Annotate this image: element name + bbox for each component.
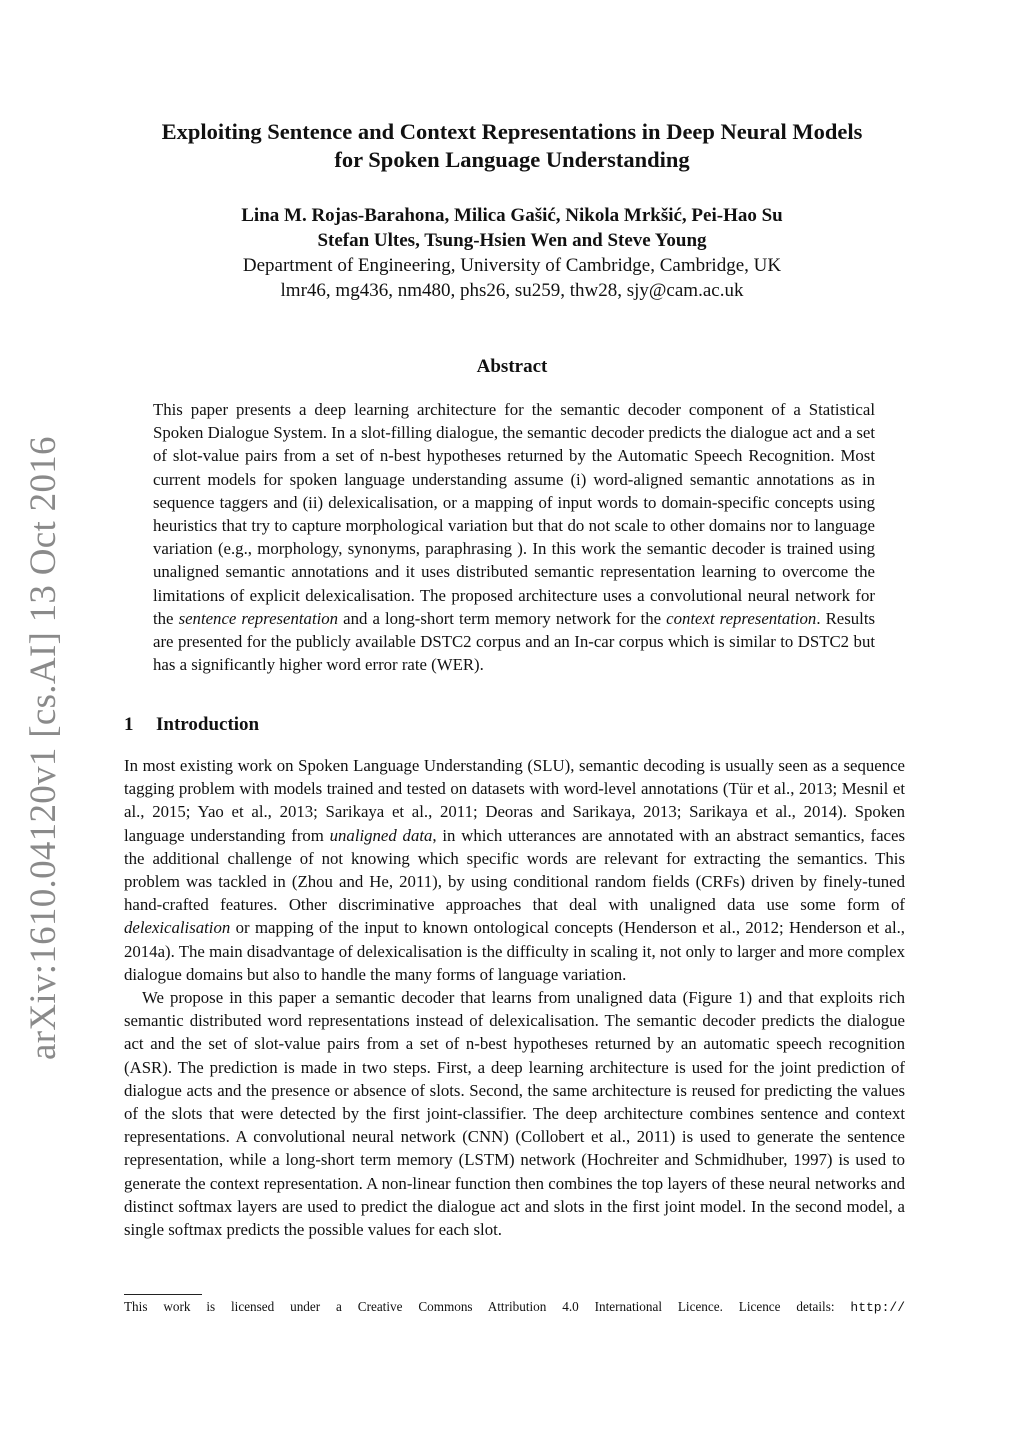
intro-p1-text-3: or mapping of the input to known ontological concepts (Henderson et al., 2012; Henderson et al., 2014a). The main disadvantage of delexicalisation is the difficulty in scaling it, not only to larger and more complex dialogue domains but also to handle the many forms of language variation. — [124, 918, 905, 984]
section-heading-introduction — [124, 714, 259, 736]
abstract-body — [153, 398, 875, 676]
title-line-2: for Spoken Language Understanding — [334, 147, 690, 172]
author-names-line-2: Stefan Ultes, Tsung-Hsien Wen and Steve Young — [317, 230, 707, 251]
abstract-text-1: This paper presents a deep learning architecture for the semantic decoder component of a Statistical Spoken Dialogue System. In a slot-filling dialogue, the semantic decoder predicts the dialogue act and a set of slot-value pairs from a set of n-best hypotheses returned by the Automatic Speech Recognition. Most current models for spoken language understanding assume (i) word-aligned semantic annotations as in sequence taggers and (ii) delexicalisation, or a mapping of input words to domain-specific concepts using heuristics that try to capture morphological variation but that do not scale to other domains nor to language variation (e.g., morphology, synonyms, paraphrasing ). In this work the semantic decoder is trained using unaligned semantic annotations and it uses distributed semantic representation learning to overcome the limitations of explicit delexicalisation. The proposed architecture uses a convolutional neural network for the — [153, 400, 875, 628]
affiliation: Department of Engineering, University of Cambridge, Cambridge, UK — [242, 255, 782, 276]
footnote-text: This work is licensed under a Creative Commons Attribution 4.0 International Licence. Licence details: — [124, 1299, 851, 1314]
abstract-emphasis-context: context representation — [666, 608, 817, 628]
intro-p1-text-1: In most existing work on Spoken Language Understanding (SLU), semantic decoding is usually seen as a sequence tagging problem with models trained and tested on datasets with word-level annotations (Tür et al., 2013; Mesnil et al., 2015; Yao et al., 2013; Sarikaya et al., 2011; Deoras and Sarikaya, 2013; Sarikaya et al., 2014). Spoken language understanding from — [124, 756, 905, 845]
title-line-1: Exploiting Sentence and Context Representations in Deep Neural Models — [161, 119, 863, 144]
intro-paragraph-2: We propose in this paper a semantic decoder that learns from unaligned data (Figure 1) and that exploits rich semantic distributed word representations instead of delexicalisation. The semantic decoder predicts the dialogue act and the set of slot-value pairs from a set of n-best hypotheses returned by an automatic speech recognition (ASR). The prediction is made in two steps. First, a deep learning architecture is used for the joint prediction of dialogue acts and the presence or absence of slots. Second, the same architecture is reused for predicting the values of the slots that were detected by the first joint-classifier. The deep architecture combines sentence and context representations. A convolutional neural network (CNN) (Collobert et al., 2011) is used to generate the sentence representation, while a long-short term memory (LSTM) network (Hochreiter and Schmidhuber, 1997) is used to generate the context representation. A non-linear function then combines the top layers of these neural networks and distinct softmax layers are used to predict the dialogue act and slots in the first joint model. In the second model, a single softmax predicts the possible values for each slot. — [124, 988, 905, 1240]
author-block — [0, 203, 1024, 303]
footnote-rule — [124, 1294, 202, 1295]
paper-title — [0, 118, 1024, 174]
intro-paragraph-1 — [124, 754, 905, 986]
abstract-paragraph — [153, 398, 875, 676]
author-emails: lmr46, mg436, nm480, phs26, su259, thw28, sjy@cam.ac.uk — [280, 280, 744, 301]
section-number: 1 — [124, 714, 134, 735]
arxiv-stamp: arXiv:1610.04120v1 [cs.AI] 13 Oct 2016 — [23, 436, 64, 1060]
footnote-url[interactable]: http:// — [850, 1300, 905, 1315]
abstract-text-3: . Results are presented for the publicly available DSTC2 corpus and an In-car corpus which is similar to DSTC2 but has a significantly higher word error rate (WER). — [153, 608, 876, 675]
intro-p1-emphasis-unaligned: unaligned data — [329, 825, 433, 845]
author-names-line-1: Lina M. Rojas-Barahona, Milica Gašić, Nikola Mrkšić, Pei-Hao Su — [241, 205, 783, 226]
intro-p1-text-2: , in which utterances are annotated with an abstract semantics, faces the additional challenge of not knowing which specific words are relevant for extracting the semantics. This problem was tackled in (Zhou and He, 2011), by using conditional random fields (CRFs) driven by finely-tuned hand-crafted features. Other discriminative approaches that deal with unaligned data use some form of — [124, 825, 905, 915]
abstract-emphasis-sentence: sentence representation — [178, 608, 339, 628]
abstract-heading: Abstract — [476, 356, 548, 377]
introduction-body — [124, 754, 905, 1241]
footnote — [124, 1298, 905, 1317]
abstract-text-2: and a long-short term memory network for the — [338, 608, 667, 628]
intro-p1-emphasis-delexicalisation: delexicalisation — [124, 918, 231, 938]
section-title: Introduction — [156, 714, 260, 735]
